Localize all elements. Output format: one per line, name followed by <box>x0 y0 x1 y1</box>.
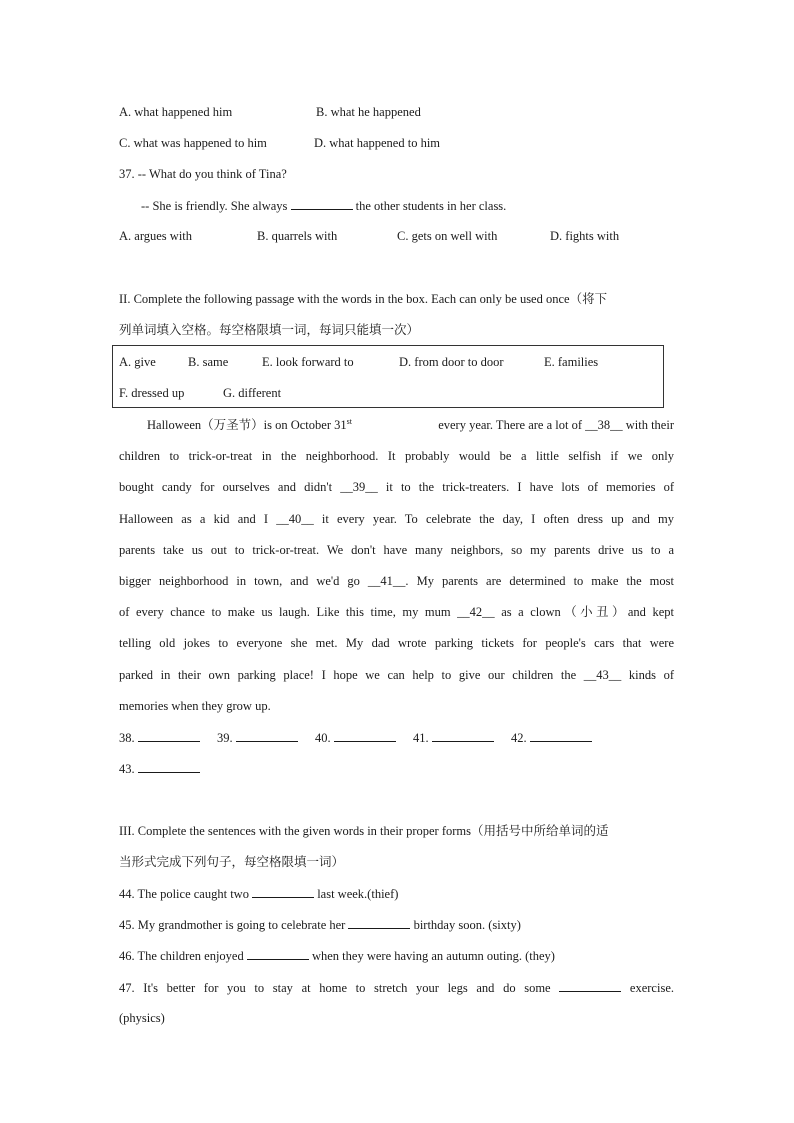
q44-post: last week.(thief) <box>317 887 399 901</box>
answer-41 <box>413 729 494 746</box>
q37-question: 37. -- What do you think of Tina? <box>119 167 287 181</box>
answer-43 <box>119 760 200 777</box>
q44-blank[interactable] <box>252 885 314 898</box>
word-box-e: E. look forward to <box>262 355 354 369</box>
q45 <box>119 916 521 933</box>
q36-option-b: B. what he happened <box>316 105 421 119</box>
q47-post: exercise. <box>629 981 674 995</box>
answer-39 <box>217 729 298 746</box>
q37-answer-pre: -- She is friendly. She always <box>141 199 288 213</box>
q47-blank[interactable] <box>559 979 621 992</box>
q37-option-c: C. gets on well with <box>397 229 498 243</box>
answer-43-blank[interactable] <box>138 760 200 773</box>
q36-option-d: D. what happened to him <box>314 136 441 150</box>
answer-43-label: 43. <box>119 762 135 776</box>
q37-option-b: B. quarrels with <box>257 229 338 243</box>
section3-instruction-line1: III. Complete the sentences with the given words in their proper forms（用括号中所给单词的适 <box>119 824 609 838</box>
answer-42 <box>511 729 592 746</box>
word-box-f: F. dressed up <box>119 386 185 400</box>
answer-40-label: 40. <box>315 731 331 745</box>
q46 <box>119 947 555 964</box>
section2-instruction-line1: II. Complete the following passage with the words in the box. Each can only be used once（将下 <box>119 292 608 306</box>
q47-hint: (physics) <box>119 1011 165 1025</box>
passage-line-1-start <box>147 417 352 433</box>
passage-line-8: telling old jokes to everyone she met. My dad wrote parking tickets for people's cars that were <box>119 636 674 650</box>
answer-41-blank[interactable] <box>432 729 494 742</box>
answer-41-label: 41. <box>413 731 429 745</box>
passage-line-7: of every chance to make us laugh. Like this time, my mum __42__ as a clown（小丑）and kept <box>119 605 674 619</box>
passage-line-9: parked in their own parking place! I hope we can help to give our children the __43__ kinds of <box>119 668 674 682</box>
q46-blank[interactable] <box>247 947 309 960</box>
passage-line-5: parents take us out to trick-or-treat. We don't have many neighbors, so my parents drive us to a <box>119 543 674 557</box>
q36-option-c: C. what was happened to him <box>119 136 267 150</box>
answer-39-label: 39. <box>217 731 233 745</box>
answer-40-blank[interactable] <box>334 729 396 742</box>
q37-answer-line <box>141 197 506 214</box>
q37-option-a: A. argues with <box>119 229 193 243</box>
answer-38-blank[interactable] <box>138 729 200 742</box>
section3-instruction-line2: 当形式完成下列句子，每空格限填一词） <box>119 855 345 869</box>
q37-blank[interactable] <box>291 197 353 210</box>
passage-line-6: bigger neighborhood in town, and we'd go __41__. My parents are determined to make the most <box>119 574 674 588</box>
passage-sup: st <box>346 416 352 426</box>
answer-40 <box>315 729 396 746</box>
answer-38-label: 38. <box>119 731 135 745</box>
section2-instruction-line2: 列单词填入空格。每空格限填一词，每词只能填一次） <box>119 323 420 337</box>
q44-pre: 44. The police caught two <box>119 887 249 901</box>
q37-option-d: D. fights with <box>550 229 620 243</box>
answer-39-blank[interactable] <box>236 729 298 742</box>
q46-pre: 46. The children enjoyed <box>119 949 244 963</box>
q44 <box>119 885 398 902</box>
q37-answer-post: the other students in her class. <box>355 199 507 213</box>
word-box-e2: E. families <box>544 355 599 369</box>
q45-post: birthday soon. (sixty) <box>413 918 521 932</box>
q45-blank[interactable] <box>348 916 410 929</box>
word-box-b: B. same <box>188 355 229 369</box>
q45-pre: 45. My grandmother is going to celebrate her <box>119 918 346 932</box>
q47-pre: 47. It's better for you to stay at home to stretch your legs and do some <box>119 981 551 995</box>
passage-line-4: Halloween as a kid and I __40__ it every year. To celebrate the day, I often dress up and my <box>119 512 674 526</box>
passage-start: Halloween（万圣节）is on October 31 <box>147 418 347 432</box>
q46-post: when they were having an autumn outing. (they) <box>311 949 555 963</box>
word-box-a: A. give <box>119 355 156 369</box>
passage-line-2: children to trick-or-treat in the neighborhood. It probably would be a little selfish if we only <box>119 449 674 463</box>
answer-42-label: 42. <box>511 731 527 745</box>
passage-line-10: memories when they grow up. <box>119 699 271 713</box>
passage-line-1-rest: every year. There are a lot of __38__ with their <box>438 418 674 432</box>
answer-42-blank[interactable] <box>530 729 592 742</box>
q36-option-a: A. what happened him <box>119 105 233 119</box>
q47 <box>119 979 674 996</box>
passage-line-3: bought candy for ourselves and didn't __39__ it to the trick-treaters. I have lots of memories of <box>119 480 674 494</box>
word-box-g: G. different <box>223 386 282 400</box>
word-box-d: D. from door to door <box>399 355 504 369</box>
answer-38 <box>119 729 200 746</box>
